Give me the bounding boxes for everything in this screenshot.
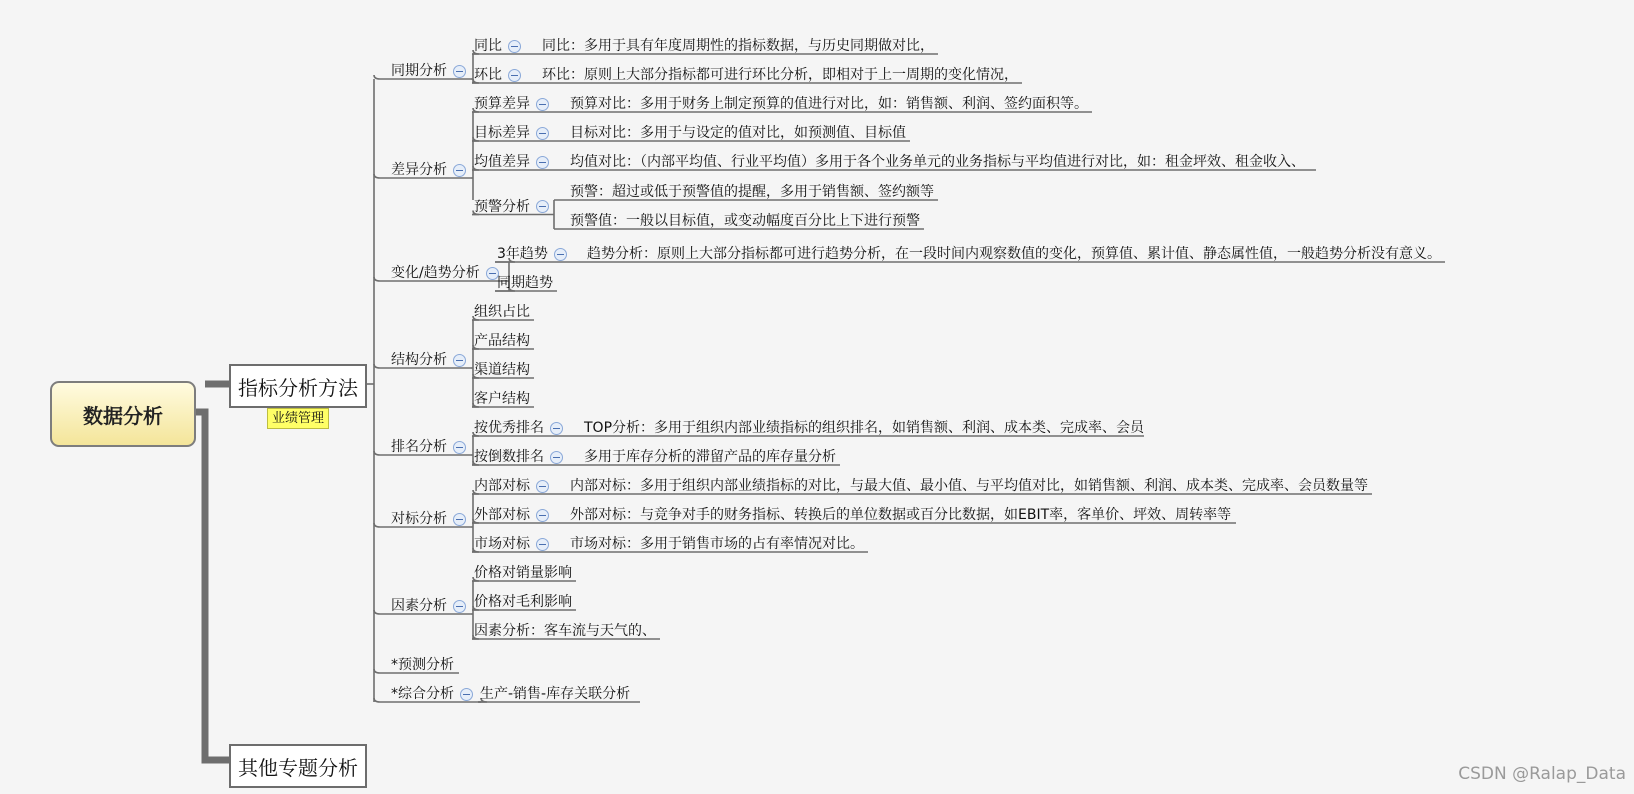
- child-node-label: 组织占比: [474, 304, 530, 320]
- collapse-icon[interactable]: [453, 354, 466, 367]
- collapse-icon[interactable]: [508, 40, 521, 53]
- collapse-icon[interactable]: [453, 441, 466, 454]
- detail-node-label: 目标对比：多用于与设定的值对比，如预测值、目标值: [570, 125, 906, 141]
- collapse-icon[interactable]: [536, 538, 549, 551]
- category-node-label: 对标分析: [391, 511, 447, 527]
- child-node-label: 生产-销售-库存关联分析: [480, 686, 631, 702]
- detail-node-label: 内部对标：多用于组织内部业绩指标的对比，与最大值、最小值、与平均值对比，如销售额、利润、成本类、完成率、会员数量等: [570, 478, 1368, 494]
- detail-node[interactable]: [570, 182, 934, 202]
- collapse-icon[interactable]: [536, 156, 549, 169]
- detail-node[interactable]: [542, 65, 1018, 85]
- child-node-label: 产品结构: [474, 333, 530, 349]
- child-node[interactable]: [474, 447, 563, 467]
- collapse-icon[interactable]: [554, 248, 567, 261]
- child-node[interactable]: [474, 389, 530, 409]
- detail-node[interactable]: [570, 476, 1368, 496]
- detail-node-label: 预算对比：多用于财务上制定预算的值进行对比，如：销售额、利润、签约面积等。: [570, 96, 1088, 112]
- collapse-icon[interactable]: [536, 480, 549, 493]
- detail-node-label: 同比：多用于具有年度周期性的指标数据，与历史同期做对比，: [542, 38, 934, 54]
- category-node[interactable]: [391, 509, 466, 529]
- category-node[interactable]: [391, 263, 499, 283]
- child-node-label: 内部对标: [474, 478, 530, 494]
- child-node[interactable]: [474, 152, 549, 172]
- child-node-label: 渠道结构: [474, 362, 530, 378]
- collapse-icon[interactable]: [550, 451, 563, 464]
- category-node[interactable]: [391, 684, 473, 704]
- category-node[interactable]: [391, 160, 466, 180]
- collapse-icon[interactable]: [536, 200, 549, 213]
- child-node[interactable]: [474, 360, 530, 380]
- child-node[interactable]: [474, 621, 656, 641]
- watermark: CSDN @Ralap_Data: [1458, 764, 1626, 784]
- detail-node-label: 外部对标：与竞争对手的财务指标、转换后的单位数据或百分比数据，如EBIT率，客单价、坪效、周转率等: [570, 507, 1232, 523]
- child-node-label: 同期趋势: [497, 275, 553, 291]
- child-node-label: 客户结构: [474, 391, 530, 407]
- category-node-label: 变化/趋势分析: [391, 265, 480, 281]
- child-node-label: 按优秀排名: [474, 420, 544, 436]
- child-node-label: 预算差异: [474, 96, 530, 112]
- child-node-label: 均值差异: [474, 154, 530, 170]
- child-node[interactable]: [474, 418, 563, 438]
- category-node-label: *综合分析: [391, 686, 454, 702]
- child-node[interactable]: [474, 94, 549, 114]
- child-node[interactable]: [474, 505, 549, 525]
- category-node[interactable]: [391, 437, 466, 457]
- main-node-label: 其他专题分析: [238, 755, 358, 780]
- collapse-icon[interactable]: [453, 513, 466, 526]
- detail-node[interactable]: [542, 36, 934, 56]
- child-node-label: 因素分析：客车流与天气的、: [474, 623, 656, 639]
- detail-node[interactable]: [570, 94, 1088, 114]
- collapse-icon[interactable]: [536, 509, 549, 522]
- connector-line: [194, 412, 229, 760]
- collapse-icon[interactable]: [508, 69, 521, 82]
- category-node-label: 同期分析: [391, 63, 447, 79]
- child-node[interactable]: [474, 123, 549, 143]
- detail-node[interactable]: [570, 505, 1231, 525]
- child-node[interactable]: [474, 476, 549, 496]
- collapse-icon[interactable]: [550, 422, 563, 435]
- detail-node-label: TOP分析：多用于组织内部业绩指标的组织排名，如销售额、利润、成本类、完成率、会员: [584, 420, 1145, 436]
- root-label: 数据分析: [83, 403, 163, 428]
- child-node[interactable]: [474, 563, 572, 583]
- collapse-icon[interactable]: [453, 65, 466, 78]
- detail-node[interactable]: [584, 447, 836, 467]
- category-node-label: 因素分析: [391, 598, 447, 614]
- detail-node-label: 均值对比：（内部平均值、行业平均值）多用于各个业务单元的业务指标与平均值进行对比，如：租金坪效、租金收入、: [570, 154, 1305, 170]
- child-node-label: 价格对毛利影响: [474, 594, 572, 610]
- marker-tag: 业绩管理: [267, 408, 329, 429]
- collapse-icon[interactable]: [453, 600, 466, 613]
- detail-node-label: 趋势分析：原则上大部分指标都可进行趋势分析，在一段时间内观察数值的变化，预算值、累计值、静态属性值，一般趋势分析没有意义。: [587, 246, 1441, 262]
- child-node-label: 价格对销量影响: [474, 565, 572, 581]
- detail-node-label: 预警值：一般以目标值，或变动幅度百分比上下进行预警: [570, 213, 920, 229]
- child-node-label: 同比: [474, 38, 502, 54]
- child-node-label: 按倒数排名: [474, 449, 544, 465]
- child-node[interactable]: [474, 36, 521, 56]
- child-node[interactable]: [474, 302, 530, 322]
- category-node[interactable]: [391, 350, 466, 370]
- child-node[interactable]: [474, 534, 549, 554]
- category-node-label: 排名分析: [391, 439, 447, 455]
- child-node-label: 外部对标: [474, 507, 530, 523]
- detail-node[interactable]: [570, 211, 920, 231]
- child-node-label: 目标差异: [474, 125, 530, 141]
- child-node-label: 3年趋势: [497, 246, 548, 262]
- category-node-label: 结构分析: [391, 352, 447, 368]
- child-node-label: 环比: [474, 67, 502, 83]
- child-node-label: 市场对标: [474, 536, 530, 552]
- child-node[interactable]: [474, 65, 521, 85]
- category-node-label: 差异分析: [391, 162, 447, 178]
- category-node[interactable]: [391, 596, 466, 616]
- child-node[interactable]: [474, 331, 530, 351]
- detail-node[interactable]: [570, 534, 864, 554]
- detail-node-label: 多用于库存分析的滞留产品的库存量分析: [584, 449, 836, 465]
- child-node[interactable]: [497, 273, 553, 293]
- main-node-other-topics[interactable]: [229, 744, 367, 788]
- detail-node[interactable]: [570, 123, 906, 143]
- child-node[interactable]: [497, 244, 567, 264]
- collapse-icon[interactable]: [460, 688, 473, 701]
- main-node-label: 指标分析方法: [238, 375, 358, 400]
- category-node[interactable]: [391, 61, 466, 81]
- detail-node-label: 市场对标：多用于销售市场的占有率情况对比。: [570, 536, 864, 552]
- main-node-indicator-methods[interactable]: [229, 364, 367, 408]
- child-node[interactable]: [474, 197, 549, 217]
- detail-node-label: 预警：超过或低于预警值的提醒，多用于销售额、签约额等: [570, 184, 934, 200]
- collapse-icon[interactable]: [536, 127, 549, 140]
- collapse-icon[interactable]: [536, 98, 549, 111]
- child-node[interactable]: [474, 592, 572, 612]
- category-node[interactable]: [391, 655, 454, 675]
- category-node-label: *预测分析: [391, 657, 454, 673]
- child-node[interactable]: [480, 684, 630, 704]
- detail-node[interactable]: [587, 244, 1441, 264]
- child-node-label: 预警分析: [474, 198, 530, 215]
- detail-node[interactable]: [570, 152, 1305, 172]
- detail-node[interactable]: [584, 418, 1144, 438]
- detail-node-label: 环比：原则上大部分指标都可进行环比分析，即相对于上一周期的变化情况，: [542, 67, 1018, 83]
- collapse-icon[interactable]: [453, 164, 466, 177]
- root-node[interactable]: [50, 381, 196, 447]
